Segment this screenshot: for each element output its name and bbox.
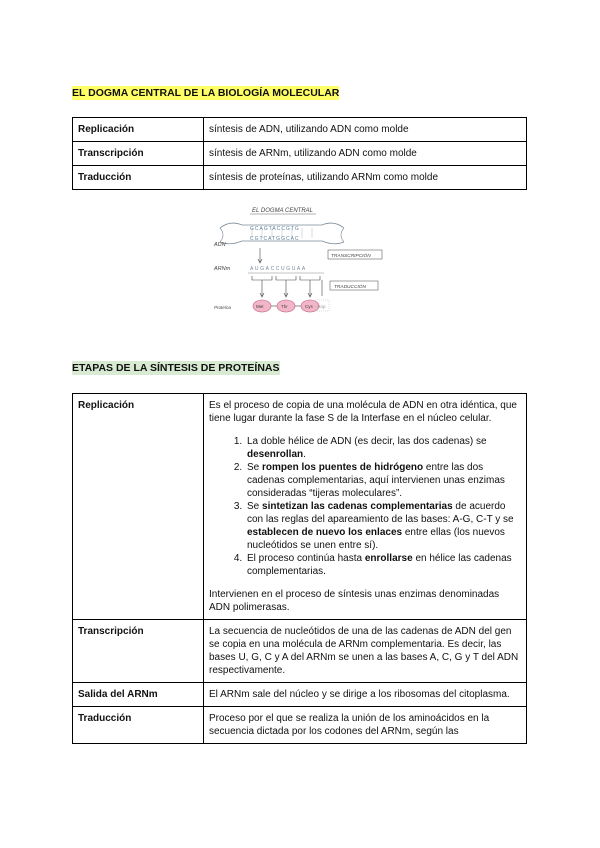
list-item: 3. Se sintetizan las cadenas complementarias de acuerdo con las reglas del apareamiento de las bases: A-G, C-T y se establecen de nuevo los enlaces entre ellas (los nuevos nucleótidos se unen entre sí). (245, 500, 521, 552)
table-row (73, 683, 527, 707)
row-term: Transcripción (73, 142, 204, 166)
list-item: 4. El proceso continúa hasta enrollarse en hélice las cadenas complementarias. (245, 552, 521, 578)
list-item: 2. Se rompen los puentes de hidrógeno entre las dos cadenas complementarias, aquí intervienen unas enzimas consideradas “tijeras moleculares”. (245, 461, 521, 500)
row-term: Transcripción (73, 620, 204, 683)
central-dogma-diagram (212, 198, 384, 316)
table-row (73, 118, 527, 142)
replicacion-outro: Intervienen en el proceso de síntesis unas enzimas denominadas ADN polimerasas. (209, 589, 500, 613)
row-term: Traducción (73, 166, 204, 190)
dna-sequence-bottom: CGTCATGGCAC (250, 236, 300, 242)
row-desc: síntesis de ARNm, utilizando ADN como molde (204, 142, 527, 166)
etapas-table (72, 393, 527, 744)
replicacion-steps (209, 435, 521, 578)
aa-label: Thr (281, 304, 288, 309)
table-row (73, 620, 527, 683)
section-title-etapas: ETAPAS DE LA SÍNTESIS DE PROTEÍNAS (72, 362, 280, 374)
row-desc: síntesis de ADN, utilizando ADN como molde (204, 118, 527, 142)
dogma-table (72, 117, 527, 190)
aa-label: Cys (305, 304, 313, 309)
replicacion-intro: Es el proceso de copia de una molécula de ADN en otra idéntica, que tiene lugar durante la fase S de la Interfase en el núcleo celular. (209, 400, 517, 424)
list-item: 1. La doble hélice de ADN (es decir, las dos cadenas) se desenrollan. (245, 435, 521, 461)
row-term: Replicación (73, 118, 204, 142)
table-row (73, 142, 527, 166)
row-desc (204, 394, 527, 620)
table-row (73, 394, 527, 620)
transcription-label: TRANSCRIPCIÓN (331, 254, 371, 259)
row-term: Replicación (73, 394, 204, 620)
row-desc: El ARNm sale del núcleo y se dirige a los ribosomas del citoplasma. (204, 683, 527, 707)
row-term: Traducción (73, 707, 204, 744)
label-proteina: Proteína (214, 305, 232, 310)
aa-label: Met (256, 304, 264, 309)
section-title-dogma: EL DOGMA CENTRAL DE LA BIOLOGÍA MOLECULAR (72, 87, 340, 99)
arnm-sequence: AUGACCUGUAA (250, 266, 307, 272)
codon-arrows (252, 276, 322, 297)
label-adn: ADN (214, 242, 226, 248)
table-row (73, 707, 527, 744)
row-term: Salida del ARNm (73, 683, 204, 707)
row-desc: Proceso por el que se realiza la unión de los aminoácidos en la secuencia dictada por los codones del ARNm, según las (204, 707, 527, 744)
diagram-title: EL DOGMA CENTRAL (252, 208, 314, 214)
dna-sequence-top: GCAGTACCGTG (250, 226, 300, 232)
table-row (73, 166, 527, 190)
translation-label: TRADUCCIÓN (334, 285, 366, 290)
label-arnm: ARNm (214, 266, 231, 272)
stop-label: stop (317, 304, 326, 309)
row-desc: síntesis de proteínas, utilizando ARNm como molde (204, 166, 527, 190)
row-desc: La secuencia de nucleótidos de una de las cadenas de ADN del gen se copia en una molécula de ARNm complementaria. Es decir, las bases U, G, C y A del ARNm se unen a las bases A, C, G y T del ADN respectivamente. (204, 620, 527, 683)
